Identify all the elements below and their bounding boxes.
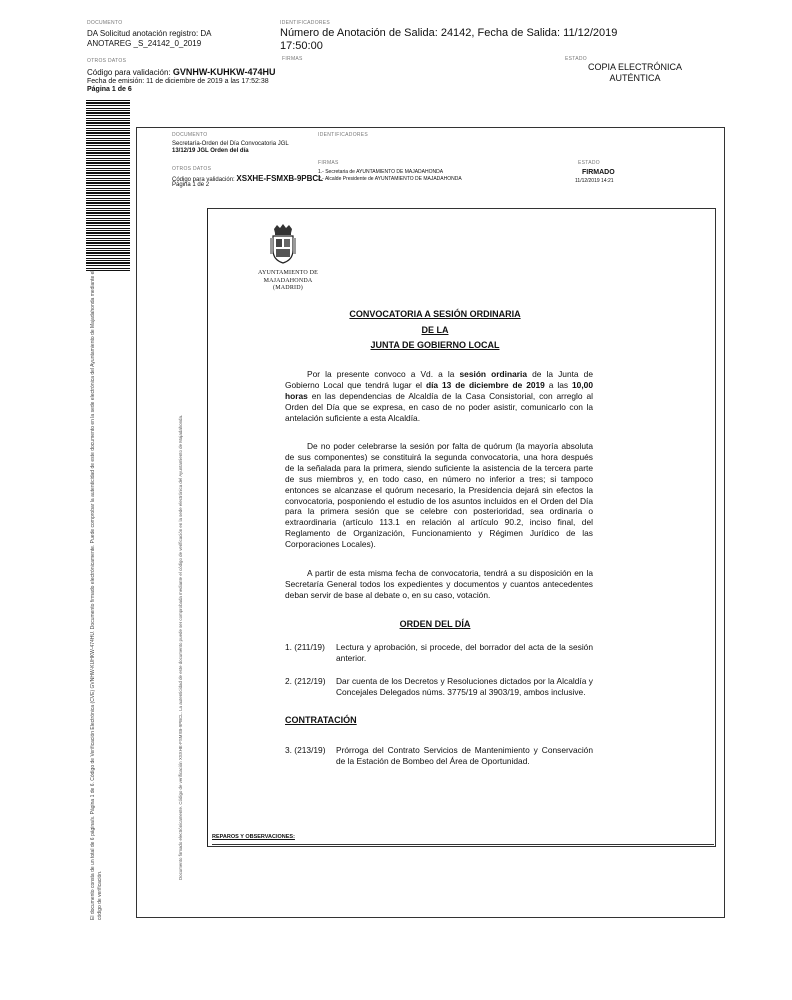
inner-doc-label: DOCUMENTO — [172, 132, 208, 138]
outer-date-line: Fecha de emisión: 11 de diciembre de 2019 a las 17:52:38 — [87, 78, 269, 85]
outer-firmas-label: FIRMAS — [282, 56, 303, 62]
inner-estado-date: 11/12/2019 14:21 — [575, 178, 614, 184]
agenda-item — [285, 745, 593, 769]
agenda-item-text: Dar cuenta de los Decretos y Resoluciones dictados por la Alcaldía y Concejales Delegados núms. 3775/19 al 3903/19, ambos inclusive. — [336, 676, 593, 697]
outer-vertical-text: El documento consta de un total de 6 página/s. Página 1 de 6. Código de Verificación Electrónica (CVE) GVNHW-KUHKW-474HU. Documento firmado electrónicamente. Puede comprobar la autenticidad de este documento en la sede electrónica del Ayuntamiento de Majadahonda mediante el código de verificación. — [90, 270, 103, 920]
p1-text-a: Por la presente convoco a Vd. a la — [307, 369, 460, 379]
outer-code-line — [87, 67, 275, 77]
coat-of-arms-icon — [268, 224, 298, 264]
inner-code-value: XSXHE-FSMXB-9PBCL — [236, 174, 324, 183]
inner-firmas-label: FIRMAS — [318, 160, 339, 166]
inner-vertical-text: Documento firmado electrónicamente. Código de verificación XSXHE-FSMXB-9PBCL. La autenticidad de este documento puede ser comprobada mediante el código de verificación en la sede electrónica del Ayuntamiento de Majadahonda. — [178, 414, 183, 880]
title-junta: JUNTA DE GOBIERNO LOCAL — [370, 340, 500, 350]
reparos-divider — [212, 844, 714, 845]
inner-firma-1: 1.- Secretaria de AYUNTAMIENTO DE MAJADAHONDA — [318, 169, 444, 175]
inner-code-label: OTROS DATOS — [172, 166, 212, 172]
org-name-line-1: AYUNTAMIENTO DE — [257, 270, 319, 276]
outer-doc-label: DOCUMENTO — [87, 20, 123, 26]
p1-text-e: a las — [544, 379, 573, 390]
outer-estado-value: COPIA ELECTRÓNICA AUTÉNTICA — [587, 62, 683, 83]
paragraph-disposicion — [285, 568, 593, 601]
inner-firmas-list — [318, 169, 462, 183]
inner-doc-value — [172, 141, 289, 155]
paragraph-quorum — [285, 441, 593, 550]
agenda-item-number: 2. (212/19) — [285, 676, 326, 686]
org-name-line-2: MAJADAHONDA — [263, 277, 313, 284]
outer-estado-label: ESTADO — [565, 56, 587, 62]
inner-estado-label: ESTADO — [578, 160, 600, 166]
outer-code-value: GVNHW-KUHKW-474HU — [172, 67, 276, 77]
outer-doc-value: DA Solicitud anotación registro: DA ANOTAREG _S_24142_0_2019 — [87, 29, 212, 48]
p1-bold-fecha: día 13 de diciembre de 2019 — [425, 379, 545, 390]
agenda-item — [285, 642, 593, 666]
agenda-item-text: Lectura y aprobación, si procede, del borrador del acta de la sesión anterior. — [336, 642, 593, 663]
outer-code-label: OTROS DATOS — [87, 58, 127, 64]
title-convocatoria: CONVOCATORIA A SESIÓN ORDINARIA — [349, 309, 521, 319]
outer-code-prefix: Código para validación: — [87, 68, 171, 77]
p1-bold-sesion: sesión ordinaria — [459, 369, 527, 379]
inner-doc-value-1: Secretaría-Orden del Día Convocatoria JGL — [172, 141, 289, 147]
agenda-item-number: 1. (211/19) — [285, 642, 325, 652]
barcode-image — [86, 100, 130, 272]
orden-del-dia-title: ORDEN DEL DÍA — [399, 619, 471, 629]
contratacion-title: CONTRATACIÓN — [285, 715, 357, 725]
org-name-line-3: (MADRID) — [273, 285, 303, 291]
title-de-la: DE LA — [421, 325, 449, 335]
p1-text-g: en las dependencias de Alcaldía de la Casa Consistorial, con arreglo al Orden del Día que se expresa, en caso de no poder asistir, comunicarlo con la antelación suficiente a esta Alcaldía. — [285, 390, 593, 423]
inner-page-line: Página 1 de 2 — [172, 182, 210, 188]
paragraph-convocatoria — [285, 369, 593, 424]
reparos-label: REPAROS Y OBSERVACIONES: — [212, 834, 295, 840]
outer-cert-label: IDENTIFICADORES — [280, 20, 331, 26]
inner-estado-value: FIRMADO — [582, 169, 615, 176]
inner-firma-2: 2.- Alcalde Presidente de AYUNTAMIENTO DE MAJADAHONDA — [318, 176, 462, 182]
inner-cert-label: IDENTIFICADORES — [318, 132, 369, 138]
p2-text: De no poder celebrarse la sesión por falta de quórum (la mayoría absoluta de sus componentes) se constituirá la segunda convocatoria, una hora después de la señalada para la primera, siendo suficiente la asistencia de la tercera parte de sus miembros y, en todo caso, en número no inferior a tres; si tampoco entonces se alcanzase el quórum necesario, la Presidencia dejará sin efectos la convocatoria, posponiendo el estudio de los asuntos incluidos en el Orden del Día para la primera sesión que se celebre con posterioridad, sea ordinaria o extraordinaria (artículo 113.1 en relación al artículo 90.2, inciso final, del Reglamento de Organización, Funcionamiento y Régimen Jurídico de las Corporaciones Locales). — [285, 441, 593, 550]
agenda-item-number: 3. (213/19) — [285, 745, 326, 755]
agenda-item-text: Prórroga del Contrato Servicios de Mantenimiento y Conservación de la Estación de Bombeo del Área de Oportunidad. — [336, 745, 593, 766]
p1-bold-hora: 10,00 horas — [285, 379, 593, 401]
agenda-item — [285, 676, 593, 712]
inner-doc-value-2: 13/12/19 JGL Orden del día — [172, 148, 249, 154]
outer-cert-value: Número de Anotación de Salida: 24142, Fecha de Salida: 11/12/2019 17:50:00 — [280, 27, 618, 52]
inner-code-prefix: Código para validación: — [172, 177, 235, 183]
outer-page-line: Página 1 de 6 — [87, 86, 132, 93]
organization-name — [243, 270, 333, 293]
p1-text-c: de la Junta de Gobierno Local que tendrá lugar el — [285, 369, 594, 390]
p3-text: A partir de esta misma fecha de convocatoria, tendrá a su disposición en la Secretaría General todos los expedientes y documentos y cuantos antecedentes deban servir de base al debate o, en su caso, votación. — [285, 568, 593, 600]
